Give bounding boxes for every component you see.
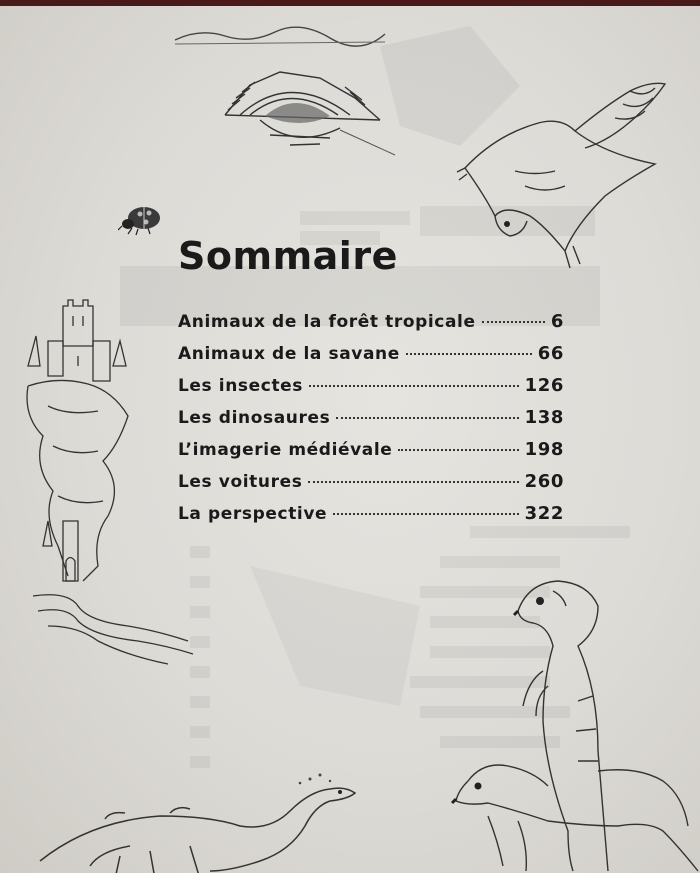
meerkat-sketch — [448, 571, 700, 873]
toc-entry[interactable] — [178, 471, 564, 503]
toc-entry[interactable] — [178, 407, 564, 439]
flying-squirrel-sketch — [455, 76, 675, 276]
toc-entry-label: La perspective — [178, 504, 328, 524]
leader-dots — [482, 321, 545, 323]
book-page — [0, 6, 700, 873]
leader-dots — [333, 513, 518, 515]
leader-dots — [308, 481, 518, 483]
toc-entry-label: Animaux de la savane — [178, 344, 400, 364]
leader-dots — [309, 385, 519, 387]
castle-sketch — [18, 296, 198, 676]
leader-dots — [406, 353, 532, 355]
leader-dots — [398, 449, 518, 451]
toc-entry[interactable] — [178, 343, 564, 375]
toc-entry[interactable] — [178, 375, 564, 407]
toc-entry-page: 126 — [524, 375, 564, 396]
leader-dots — [336, 417, 518, 419]
toc-entry-label: Les dinosaures — [178, 408, 331, 428]
bridge-sketch — [170, 20, 400, 160]
dinosaur-sketch — [30, 771, 370, 873]
toc-entry-page: 198 — [524, 439, 564, 460]
toc-entry[interactable] — [178, 311, 564, 343]
toc-entry-page: 260 — [524, 471, 564, 492]
toc-entry[interactable] — [178, 439, 564, 471]
toc-entry-label: Les voitures — [178, 472, 303, 492]
toc-entry[interactable] — [178, 503, 564, 535]
toc-entry-label: Animaux de la forêt tropicale — [178, 312, 476, 332]
toc-entry-label: L’imagerie médiévale — [178, 440, 393, 460]
toc-entry-page: 6 — [550, 311, 564, 332]
toc-entry-page: 66 — [537, 343, 564, 364]
toc-entry-label: Les insectes — [178, 376, 304, 396]
ladybug-sketch — [118, 202, 166, 238]
table-of-contents — [178, 311, 564, 535]
toc-entry-page: 322 — [524, 503, 564, 524]
toc-entry-page: 138 — [524, 407, 564, 428]
page-title: Sommaire — [178, 234, 398, 278]
